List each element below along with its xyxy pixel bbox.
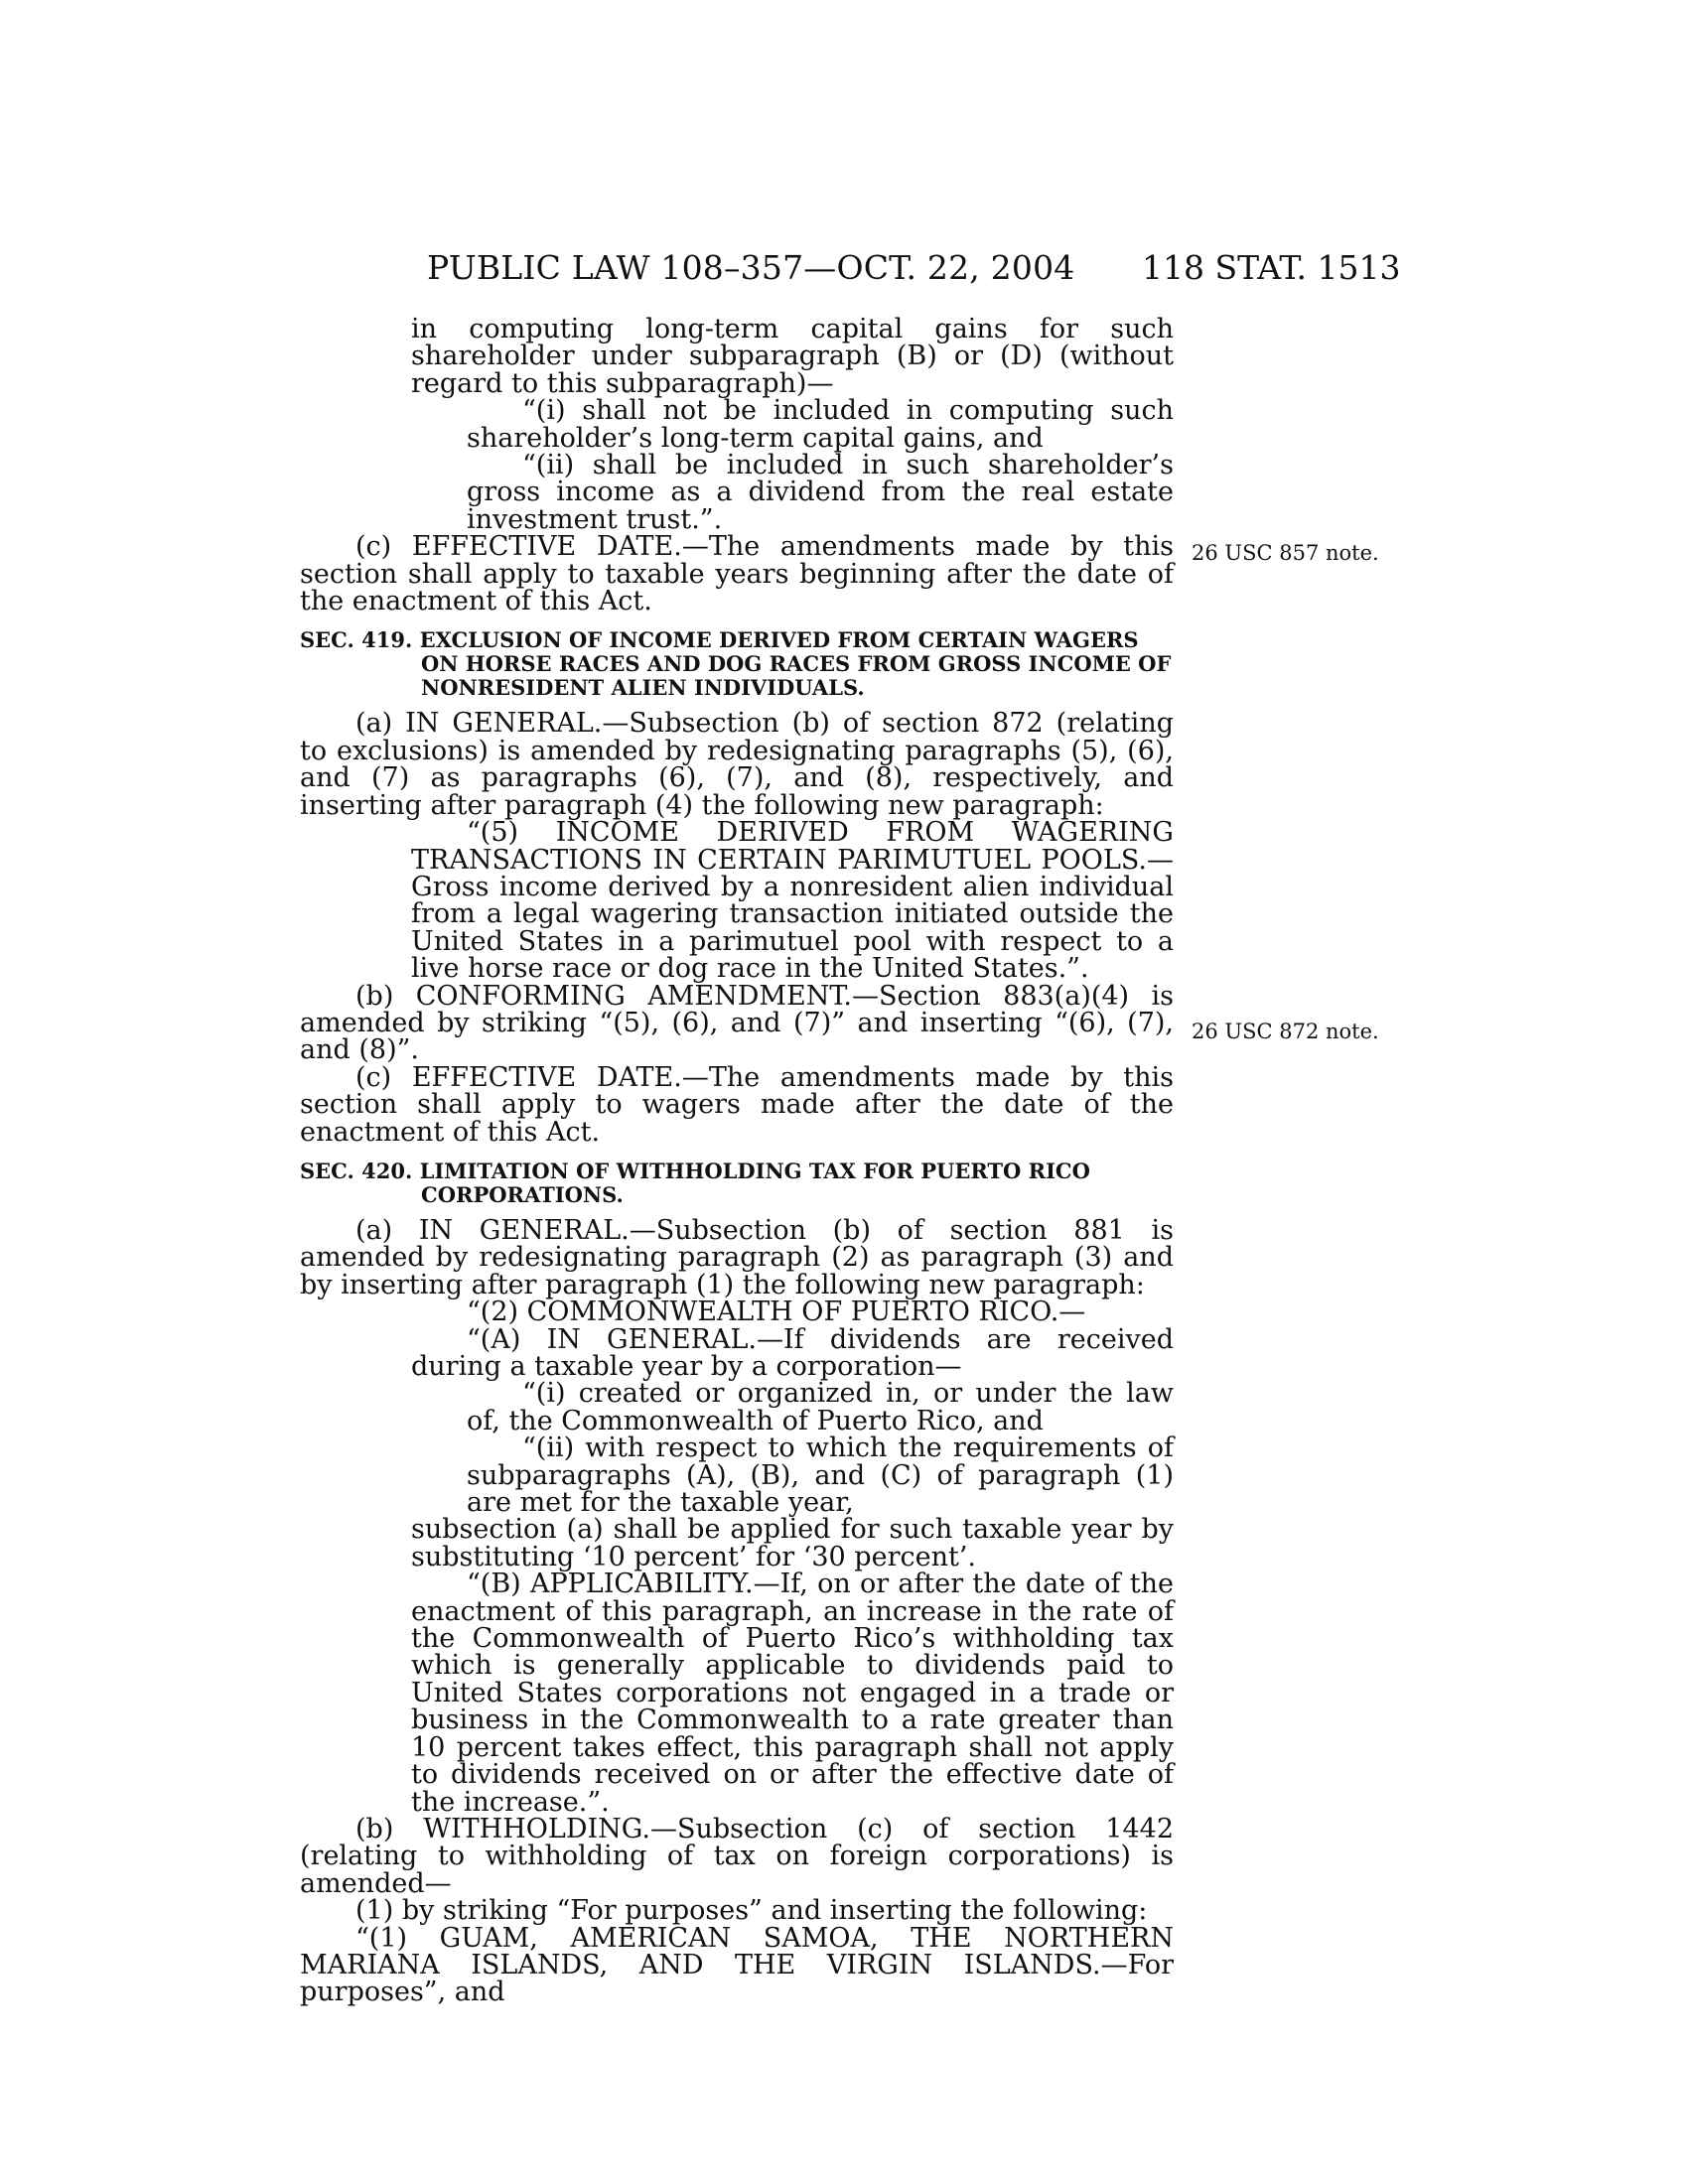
margin-note: 26 USC 857 note.: [1192, 541, 1379, 565]
running-header-title: PUBLIC LAW 108–357—OCT. 22, 2004: [427, 248, 1075, 287]
paragraph: “(i) shall not be included in computing such shareholder’s long-term capital gains, and: [467, 395, 1174, 454]
paragraph: “(B) APPLICABILITY.—If, on or after the date of the enactment of this paragraph, an increase in the rate of the Commonwealth of Puerto Rico’s withholding tax which is generally applicable to dividends paid to United States corporations not engaged in a trade or business in the Commonwealth to a rate greater than 10 percent takes effect, this paragraph shall not apply to dividends received on or after the effective date of the increase.”.: [411, 1569, 1174, 1818]
running-header-page: 118 STAT. 1513: [1142, 248, 1401, 287]
paragraph: “(ii) with respect to which the requirements of subparagraphs (A), (B), and (C) of paragraph (1) are met for the taxable year,: [467, 1433, 1174, 1519]
paragraph: “(5) INCOME DERIVED FROM WAGERING TRANSACTIONS IN CERTAIN PARIMUTUEL POOLS.—Gross income derived by a nonresident alien individual from a legal wagering transaction initiated outside the United States in a parimutuel pool with respect to a live horse race or dog race in the United States.”.: [411, 817, 1174, 985]
paragraph: “(1) GUAM, AMERICAN SAMOA, THE NORTHERN MARIANA ISLANDS, AND THE VIRGIN ISLANDS.—For purposes”, and: [300, 1922, 1174, 2008]
section-heading: SEC. 420. LIMITATION OF WITHHOLDING TAX FOR PUERTO RICO CORPORATIONS.: [300, 1158, 1090, 1207]
body-text: [300, 316, 1174, 2006]
paragraph: subsection (a) shall be applied for such taxable year by substituting ‘10 percent’ for ‘30 percent’.: [411, 1514, 1174, 1572]
paragraph: “(2) COMMONWEALTH OF PUERTO RICO.—: [467, 1297, 1086, 1328]
paragraph: “(i) created or organized in, or under the law of, the Commonwealth of Puerto Rico, and: [467, 1378, 1174, 1436]
paragraph: “(A) IN GENERAL.—If dividends are received during a taxable year by a corporation—: [411, 1323, 1174, 1382]
paragraph: (a) IN GENERAL.—Subsection (b) of section 872 (relating to exclusions) is amended by redesignating paragraphs (5), (6), and (7) as paragraphs (6), (7), and (8), respectively, and inserting after paragraph (4) the following new paragraph:: [300, 708, 1174, 821]
paragraph: (b) CONFORMING AMENDMENT.—Section 883(a)(4) is amended by striking “(5), (6), and (7)” and inserting “(6), (7), and (8)”.: [300, 980, 1174, 1066]
section-heading: SEC. 419. EXCLUSION OF INCOME DERIVED FROM CERTAIN WAGERS ON HORSE RACES AND DOG RACES FROM GROSS INCOME OF NONRESIDENT ALIEN INDIVIDUALS.: [300, 627, 1172, 701]
margin-note: 26 USC 872 note.: [1192, 1020, 1379, 1043]
paragraph: in computing long-term capital gains for such shareholder under subparagraph (B) or (D) (without regard to this subparagraph)—: [411, 314, 1174, 399]
paragraph: (c) EFFECTIVE DATE.—The amendments made by this section shall apply to taxable years beginning after the date of the enactment of this Act.: [300, 531, 1174, 617]
paragraph: (b) WITHHOLDING.—Subsection (c) of section 1442 (relating to withholding of tax on foreign corporations) is amended—: [300, 1813, 1174, 1899]
paragraph: (1) by striking “For purposes” and inserting the following:: [355, 1895, 1148, 1927]
paragraph: “(ii) shall be included in such shareholder’s gross income as a dividend from the real estate investment trust.”.: [467, 450, 1174, 535]
paragraph: (c) EFFECTIVE DATE.—The amendments made by this section shall apply to wagers made after the date of the enactment of this Act.: [300, 1061, 1174, 1148]
paragraph: (a) IN GENERAL.—Subsection (b) of section 881 is amended by redesignating paragraph (2) as paragraph (3) and by inserting after paragraph (1) the following new paragraph:: [300, 1214, 1174, 1300]
